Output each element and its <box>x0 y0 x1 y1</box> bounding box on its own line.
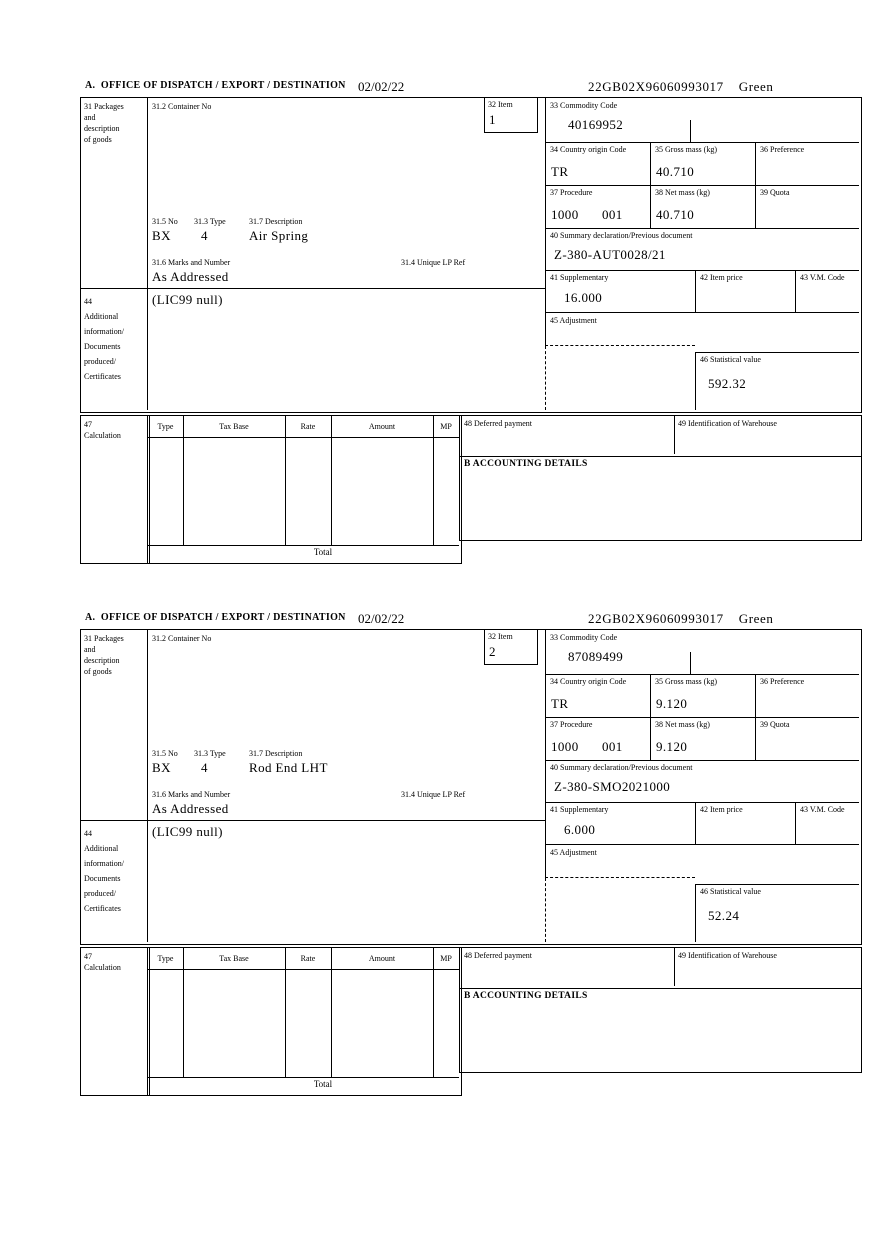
country-origin-code-label: 34 Country origin Code <box>550 145 627 154</box>
customs-declaration-item-section <box>80 610 861 1094</box>
gross-mass-label: 35 Gross mass (kg) <box>655 677 717 686</box>
tax-calculation-table <box>147 415 462 564</box>
box31-label-line: description <box>84 124 120 133</box>
routing-channel-value: Green <box>738 79 774 94</box>
accounting-details-label: B ACCOUNTING DETAILS <box>464 459 588 469</box>
country-origin-code-label: 34 Country origin Code <box>550 677 627 686</box>
quota-label: 39 Quota <box>760 720 790 729</box>
divider <box>147 98 148 410</box>
column-header-rate: Rate <box>300 422 316 431</box>
deferred-payment-warehouse-box <box>459 947 862 989</box>
box44-label-line: information/ <box>84 327 124 336</box>
statistical-value-label: 46 Statistical value <box>700 355 761 364</box>
box44-label-line: Additional <box>84 844 119 853</box>
supplementary-label: 41 Supplementary <box>550 805 609 814</box>
accounting-details-box <box>459 987 862 1073</box>
divider <box>695 802 696 844</box>
unique-lp-ref-label: 31.4 Unique LP Ref <box>401 790 466 799</box>
divider <box>650 142 651 185</box>
divider <box>183 416 184 545</box>
routing-channel-value: Green <box>738 611 774 626</box>
declaration-date: 02/02/22 <box>358 79 405 94</box>
divider <box>545 185 859 186</box>
divider <box>81 288 545 289</box>
gross-mass-value: 9.120 <box>656 696 688 711</box>
marks-and-number-label: 31.6 Marks and Number <box>152 258 231 267</box>
divider <box>650 717 651 760</box>
divider <box>695 884 696 942</box>
box44-label-line: 44 <box>84 297 92 306</box>
divider <box>545 760 859 761</box>
item-price-label: 42 Item price <box>700 805 743 814</box>
column-header-tax-base: Tax Base <box>219 422 249 431</box>
item-number-value: 1 <box>489 112 496 127</box>
box31-label-line: 31 Packages <box>84 102 124 111</box>
box47-label-line: Calculation <box>84 963 121 972</box>
box44-additional-info-label <box>84 294 124 384</box>
divider <box>695 884 859 885</box>
box44-label-line: Documents <box>84 874 121 883</box>
divider <box>545 878 546 942</box>
item-number-box <box>484 630 538 665</box>
warehouse-identification-label: 49 Identification of Warehouse <box>678 419 777 428</box>
goods-item-box <box>80 629 862 945</box>
divider <box>81 820 545 821</box>
divider <box>545 674 859 675</box>
box47-calculation-label <box>84 419 121 441</box>
packages-no-label: 31.5 No <box>152 749 178 758</box>
column-header-rate: Rate <box>300 954 316 963</box>
adjustment-label: 45 Adjustment <box>550 848 597 857</box>
packages-type-label: 31.3 Type <box>194 217 226 226</box>
divider <box>285 416 286 545</box>
container-no-label: 31.2 Container No <box>152 102 212 111</box>
procedure-code-2-value: 001 <box>602 207 623 222</box>
divider <box>545 802 859 803</box>
divider <box>433 416 434 545</box>
calculation-label-box <box>80 415 150 564</box>
divider <box>545 346 546 410</box>
box47-label-line: Calculation <box>84 431 121 440</box>
goods-description-value: Rod End LHT <box>249 760 328 775</box>
box31-label-line: 31 Packages <box>84 634 124 643</box>
divider <box>433 948 434 1077</box>
box31-label-line: of goods <box>84 667 112 676</box>
packages-no-label: 31.5 No <box>152 217 178 226</box>
divider <box>690 652 691 674</box>
customs-declaration-item-section <box>80 78 861 562</box>
previous-document-value: Z-380-AUT0028/21 <box>554 247 666 262</box>
office-of-dispatch-heading: A. OFFICE OF DISPATCH / EXPORT / DESTINATION <box>85 80 346 91</box>
divider <box>331 416 332 545</box>
commodity-code-value: 87089499 <box>568 649 624 664</box>
divider <box>545 312 859 313</box>
unique-lp-ref-label: 31.4 Unique LP Ref <box>401 258 466 267</box>
divider <box>183 948 184 1077</box>
net-mass-label: 38 Net mass (kg) <box>655 188 710 197</box>
country-origin-code-value: TR <box>551 164 569 179</box>
divider <box>695 352 859 353</box>
commodity-code-value: 40169952 <box>568 117 624 132</box>
goods-description-value: Air Spring <box>249 228 309 243</box>
item-number-label: 32 Item <box>488 632 513 641</box>
quota-label: 39 Quota <box>760 188 790 197</box>
column-header-mp: MP <box>440 422 452 431</box>
divider <box>650 185 651 228</box>
box44-label-line: Certificates <box>84 372 121 381</box>
box31-label-line: of goods <box>84 135 112 144</box>
divider <box>674 416 675 454</box>
gross-mass-value: 40.710 <box>656 164 695 179</box>
net-mass-value: 9.120 <box>656 739 688 754</box>
declaration-reference <box>588 611 774 627</box>
column-header-tax-base: Tax Base <box>219 954 249 963</box>
declaration-date: 02/02/22 <box>358 611 405 626</box>
preference-label: 36 Preference <box>760 145 805 154</box>
box44-label-line: information/ <box>84 859 124 868</box>
previous-document-value: Z-380-SMO2021000 <box>554 779 671 794</box>
previous-document-label: 40 Summary declaration/Previous document <box>550 763 693 772</box>
box47-label-line: 47 <box>84 420 92 429</box>
divider <box>545 717 859 718</box>
item-price-label: 42 Item price <box>700 273 743 282</box>
item-number-value: 2 <box>489 644 496 659</box>
tax-calculation-table <box>147 947 462 1096</box>
procedure-code-2-value: 001 <box>602 739 623 754</box>
box44-label-line: Documents <box>84 342 121 351</box>
box31-packages-label <box>84 633 124 677</box>
supplementary-units-value: 6.000 <box>564 822 596 837</box>
goods-item-box <box>80 97 862 413</box>
box31-label-line: and <box>84 645 96 654</box>
box44-label-line: produced/ <box>84 357 116 366</box>
additional-information-value: (LIC99 null) <box>152 824 223 839</box>
mrn-reference-value: 22GB02X96060993017 <box>588 611 724 626</box>
divider <box>755 185 756 228</box>
previous-document-label: 40 Summary declaration/Previous document <box>550 231 693 240</box>
item-number-label: 32 Item <box>488 100 513 109</box>
deferred-payment-label: 48 Deferred payment <box>464 951 532 960</box>
marks-and-number-value: As Addressed <box>152 269 229 284</box>
box44-label-line: Additional <box>84 312 119 321</box>
box44-label-line: 44 <box>84 829 92 838</box>
divider <box>148 969 459 970</box>
accounting-details-label: B ACCOUNTING DETAILS <box>464 991 588 1001</box>
box47-calculation-label <box>84 951 121 973</box>
marks-and-number-value: As Addressed <box>152 801 229 816</box>
divider <box>795 802 796 844</box>
divider <box>148 1077 459 1078</box>
goods-description-label: 31.7 Description <box>249 217 303 226</box>
procedure-code-value: 1000 <box>551 207 579 222</box>
net-mass-label: 38 Net mass (kg) <box>655 720 710 729</box>
column-header-amount: Amount <box>368 954 396 963</box>
divider <box>545 345 695 346</box>
box31-label-line: and <box>84 113 96 122</box>
accounting-details-box <box>459 455 862 541</box>
divider <box>545 877 695 878</box>
statistical-value-label: 46 Statistical value <box>700 887 761 896</box>
warehouse-identification-label: 49 Identification of Warehouse <box>678 951 777 960</box>
procedure-label: 37 Procedure <box>550 720 593 729</box>
divider <box>795 270 796 312</box>
divider <box>331 948 332 1077</box>
total-label: Total <box>313 547 333 557</box>
statistical-value-value: 52.24 <box>708 908 740 923</box>
item-number-box <box>484 98 538 133</box>
packages-type-value: 4 <box>201 760 208 775</box>
packages-type-value: 4 <box>201 228 208 243</box>
preference-label: 36 Preference <box>760 677 805 686</box>
commodity-code-label: 33 Commodity Code <box>550 633 618 642</box>
office-of-dispatch-heading: A. OFFICE OF DISPATCH / EXPORT / DESTINATION <box>85 612 346 623</box>
deferred-payment-warehouse-box <box>459 415 862 457</box>
divider <box>674 948 675 986</box>
box44-label-line: Certificates <box>84 904 121 913</box>
divider <box>755 717 756 760</box>
packages-type-label: 31.3 Type <box>194 749 226 758</box>
commodity-code-label: 33 Commodity Code <box>550 101 618 110</box>
divider <box>545 630 546 878</box>
total-label: Total <box>313 1079 333 1089</box>
packages-no-value: BX <box>152 760 171 775</box>
column-header-amount: Amount <box>368 422 396 431</box>
box44-label-line: produced/ <box>84 889 116 898</box>
divider <box>147 630 148 942</box>
divider <box>545 228 859 229</box>
statistical-value-value: 592.32 <box>708 376 747 391</box>
net-mass-value: 40.710 <box>656 207 695 222</box>
box47-label-line: 47 <box>84 952 92 961</box>
divider <box>690 120 691 142</box>
divider <box>545 270 859 271</box>
divider <box>148 545 459 546</box>
divider <box>545 98 546 346</box>
calculation-label-box <box>80 947 150 1096</box>
divider <box>695 270 696 312</box>
column-header-type: Type <box>157 954 174 963</box>
deferred-payment-label: 48 Deferred payment <box>464 419 532 428</box>
vm-code-label: 43 V.M. Code <box>800 273 845 282</box>
goods-description-label: 31.7 Description <box>249 749 303 758</box>
packages-no-value: BX <box>152 228 171 243</box>
divider <box>285 948 286 1077</box>
divider <box>545 142 859 143</box>
divider <box>755 674 756 717</box>
column-header-type: Type <box>157 422 174 431</box>
gross-mass-label: 35 Gross mass (kg) <box>655 145 717 154</box>
marks-and-number-label: 31.6 Marks and Number <box>152 790 231 799</box>
divider <box>755 142 756 185</box>
additional-information-value: (LIC99 null) <box>152 292 223 307</box>
box31-packages-label <box>84 101 124 145</box>
box31-label-line: description <box>84 656 120 665</box>
vm-code-label: 43 V.M. Code <box>800 805 845 814</box>
divider <box>650 674 651 717</box>
mrn-reference-value: 22GB02X96060993017 <box>588 79 724 94</box>
divider <box>148 437 459 438</box>
declaration-reference <box>588 79 774 95</box>
column-header-mp: MP <box>440 954 452 963</box>
adjustment-label: 45 Adjustment <box>550 316 597 325</box>
procedure-code-value: 1000 <box>551 739 579 754</box>
container-no-label: 31.2 Container No <box>152 634 212 643</box>
country-origin-code-value: TR <box>551 696 569 711</box>
divider <box>545 844 859 845</box>
procedure-label: 37 Procedure <box>550 188 593 197</box>
supplementary-units-value: 16.000 <box>564 290 603 305</box>
divider <box>695 352 696 410</box>
supplementary-label: 41 Supplementary <box>550 273 609 282</box>
box44-additional-info-label <box>84 826 124 916</box>
